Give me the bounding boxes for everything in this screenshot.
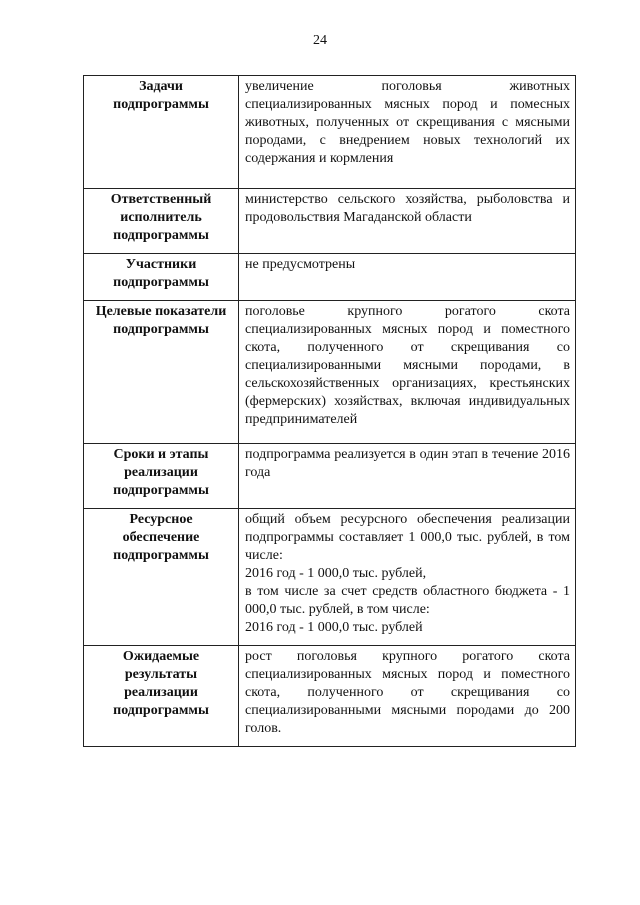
row-value-terms: подпрограмма реализуется в один этап в течение 2016 года — [239, 444, 576, 509]
row-label-resources: Ресурсное обеспечение подпрограммы — [84, 509, 239, 646]
table-row — [84, 254, 576, 301]
table-row — [84, 646, 576, 747]
resources-line-regional-year: 2016 год - 1 000,0 тыс. рублей — [245, 620, 423, 635]
row-label-tasks: Задачи подпрограммы — [84, 76, 239, 189]
table-row — [84, 509, 576, 646]
row-label-terms: Сроки и этапы реализации подпрограммы — [84, 444, 239, 509]
resources-line-total: общий объем ресурсного обеспечения реализации подпрограммы составляет 1 000,0 тыс. рублей, в том числе: — [245, 512, 570, 563]
row-value-expected-results: рост поголовья крупного рогатого скота специализированных мясных пород и поместного скота, полученного от скрещивания со специализированными мясными породами до 200 голов. — [239, 646, 576, 747]
row-value-target-indicators: поголовье крупного рогатого скота специализированных мясных пород и поместного скота, полученного от скрещивания со специализированными мясными породами, в сельскохозяйственных организациях, крестьянских (фермерских) хозяйствах, включая индивидуальных предпринимателей — [239, 301, 576, 444]
row-label-target-indicators: Целевые показатели подпрограммы — [84, 301, 239, 444]
row-label-participants: Участники подпрограммы — [84, 254, 239, 301]
row-value-resources — [239, 509, 576, 646]
table-row — [84, 189, 576, 254]
table-row — [84, 444, 576, 509]
row-value-participants: не предусмотрены — [239, 254, 576, 301]
table-row — [84, 76, 576, 189]
row-label-responsible: Ответственный исполнитель подпрограммы — [84, 189, 239, 254]
page-number: 24 — [313, 33, 327, 48]
resources-line-year: 2016 год - 1 000,0 тыс. рублей, — [245, 566, 427, 581]
row-label-expected-results: Ожидаемые результаты реализации подпрограммы — [84, 646, 239, 747]
resources-line-regional-budget: в том числе за счет средств областного бюджета - 1 000,0 тыс. рублей, в том числе: — [245, 584, 570, 617]
subprogram-passport-table — [83, 75, 576, 747]
table-row — [84, 301, 576, 444]
row-value-tasks: увеличение поголовья животных специализированных мясных пород и помесных животных, полученных от скрещивания с мясными породами, с внедрением новых технологий их содержания и кормления — [239, 76, 576, 189]
row-value-responsible: министерство сельского хозяйства, рыболовства и продовольствия Магаданской области — [239, 189, 576, 254]
